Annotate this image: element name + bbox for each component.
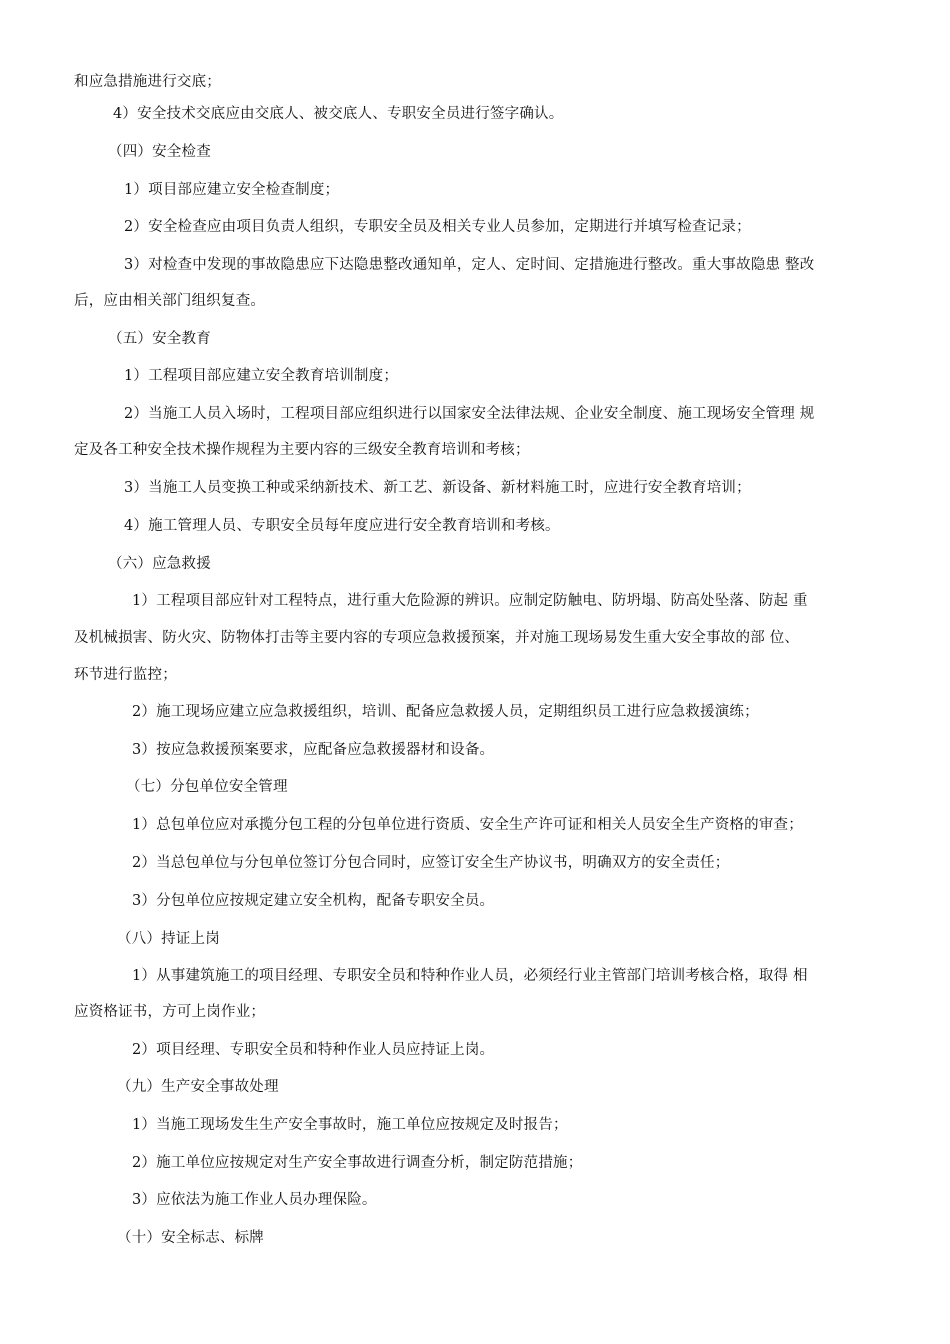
section-heading: （七）分包单位安全管理 — [126, 779, 288, 795]
text-line: 定及各工种安全技术操作规程为主要内容的三级安全教育培训和考核； — [74, 442, 530, 458]
section-heading: （四）安全检查 — [108, 144, 211, 160]
section-heading: （八）持证上岗 — [117, 931, 220, 947]
section-heading: （十）安全标志、标牌 — [117, 1230, 264, 1246]
text-line: 3）按应急救援预案要求，应配备应急救援器材和设备。 — [132, 742, 495, 758]
section-heading: （五）安全教育 — [108, 331, 211, 347]
text-line: 后，应由相关部门组织复查。 — [74, 293, 266, 309]
text-line: 及机械损害、防火灾、防物体打击等主要内容的专项应急救援预案，并对施工现场易发生重大安全事故的部 位、 — [74, 630, 800, 646]
text-line: 2）施工现场应建立应急救援组织，培训、配备应急救援人员，定期组织员工进行应急救援演练； — [132, 704, 759, 720]
text-line: 1）项目部应建立安全检查制度； — [124, 182, 340, 198]
text-line: 2）项目经理、专职安全员和特种作业人员应持证上岗。 — [132, 1042, 495, 1058]
text-line: 1）工程项目部应建立安全教育培训制度； — [124, 368, 399, 384]
text-line: 环节进行监控； — [74, 667, 177, 683]
text-line: 3）对检查中发现的事故隐患应下达隐患整改通知单，定人、定时间、定措施进行整改。重大事故隐患 整改 — [124, 257, 815, 273]
text-line: 2）施工单位应按规定对生产安全事故进行调查分析，制定防范措施； — [132, 1155, 583, 1171]
text-line: 应资格证书，方可上岗作业； — [74, 1004, 266, 1020]
text-line: 3）分包单位应按规定建立安全机构，配备专职安全员。 — [132, 893, 495, 909]
text-line: 1）工程项目部应针对工程特点，进行重大危险源的辨识。应制定防触电、防坍塌、防高处坠落、防起 重 — [132, 593, 808, 609]
text-line: 2）安全检查应由项目负责人组织，专职安全员及相关专业人员参加，定期进行并填写检查记录； — [124, 219, 751, 235]
text-line: 2）当总包单位与分包单位签订分包合同时，应签订安全生产协议书，明确双方的安全责任； — [132, 855, 730, 871]
section-heading: （六）应急救援 — [108, 556, 211, 572]
text-line: 1）总包单位应对承揽分包工程的分包单位进行资质、安全生产许可证和相关人员安全生产资格的审查； — [132, 817, 803, 833]
text-line: 3）当施工人员变换工种或采纳新技术、新工艺、新设备、新材料施工时，应进行安全教育培训； — [124, 480, 751, 496]
text-line: 1）从事建筑施工的项目经理、专职安全员和特种作业人员，必须经行业主管部门培训考核合格，取得 相 — [132, 968, 808, 984]
text-line: 3）应依法为施工作业人员办理保险。 — [132, 1192, 377, 1208]
text-line: 4）安全技术交底应由交底人、被交底人、专职安全员进行签字确认。 — [113, 106, 564, 122]
text-line: 4）施工管理人员、专职安全员每年度应进行安全教育培训和考核。 — [124, 518, 560, 534]
text-line: 1）当施工现场发生生产安全事故时，施工单位应按规定及时报告； — [132, 1117, 568, 1133]
text-line: 2）当施工人员入场时，工程项目部应组织进行以国家安全法律法规、企业安全制度、施工现场安全管理 规 — [124, 406, 815, 422]
section-heading: （九）生产安全事故处理 — [117, 1079, 279, 1095]
text-line: 和应急措施进行交底； — [74, 74, 221, 90]
